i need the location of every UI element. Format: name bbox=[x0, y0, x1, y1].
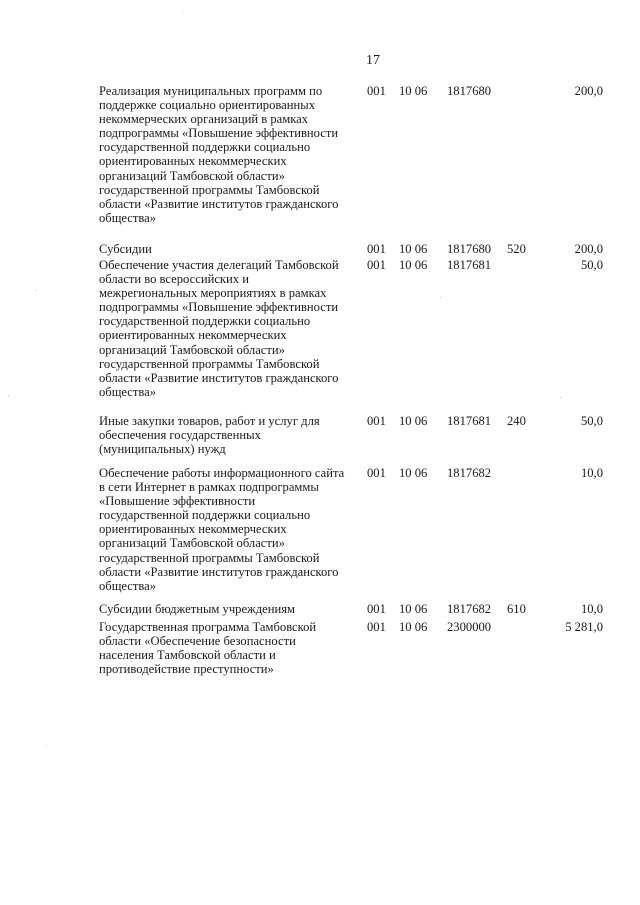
budget-table bbox=[99, 84, 609, 682]
row-target-code: 1817682 bbox=[447, 602, 492, 616]
row-section-code: 10 06 bbox=[399, 466, 428, 480]
row-expense-type: 240 bbox=[507, 414, 526, 428]
row-description: Субсидии бюджетным учреждениям bbox=[99, 602, 295, 616]
row-sum: 50,0 bbox=[580, 258, 603, 272]
table-row bbox=[99, 84, 609, 242]
table-row bbox=[99, 242, 609, 258]
page-number-text: 17 bbox=[366, 53, 380, 68]
row-admin-code: 001 bbox=[367, 258, 386, 272]
row-admin-code: 001 bbox=[367, 242, 386, 256]
table-row bbox=[99, 620, 609, 682]
scan-speck bbox=[46, 745, 47, 746]
row-target-code: 1817682 bbox=[447, 466, 492, 480]
scan-speck bbox=[440, 297, 441, 298]
row-description: Субсидии bbox=[99, 242, 152, 256]
row-sum: 50,0 bbox=[580, 414, 603, 428]
row-admin-code: 001 bbox=[367, 602, 386, 616]
row-section-code: 10 06 bbox=[399, 84, 428, 98]
row-admin-code: 001 bbox=[367, 414, 386, 428]
scan-speck bbox=[182, 12, 183, 13]
row-sum: 5 281,0 bbox=[565, 620, 603, 634]
row-description: Обеспечение участия делегаций Тамбовской области во всероссийских и межрегиональных мероприятиях в рамках подпрограммы «Повышение эффективности государственной поддержки социально ориентированных некоммерческих организаций Тамбовской области» государственной программы Тамбовской области «Развитие институтов гражданского общества» bbox=[99, 258, 339, 399]
scan-speck bbox=[36, 290, 37, 291]
table-row bbox=[99, 466, 609, 602]
row-target-code: 1817680 bbox=[447, 242, 492, 256]
row-section-code: 10 06 bbox=[399, 242, 428, 256]
table-row bbox=[99, 602, 609, 620]
row-expense-type: 520 bbox=[507, 242, 526, 256]
row-target-code: 1817680 bbox=[447, 84, 492, 98]
row-admin-code: 001 bbox=[367, 466, 386, 480]
row-admin-code: 001 bbox=[367, 620, 386, 634]
row-description: Реализация муниципальных программ по поддержке социально ориентированных некоммерческих организаций в рамках подпрограммы «Повышение эффективности государственной поддержки социально ориентированных некоммерческих организаций Тамбовской области» государственной программы Тамбовской области «Развитие институтов гражданского общества» bbox=[99, 84, 339, 225]
row-target-code: 2300000 bbox=[447, 620, 492, 634]
row-description: Обеспечение работы информационного сайта в сети Интернет в рамках подпрограммы «Повышение эффективности государственной поддержки социально ориентированных некоммерческих организаций Тамбовской области» государственной программы Тамбовской области «Развитие институтов гражданского общества» bbox=[99, 466, 345, 593]
scan-speck bbox=[8, 395, 9, 396]
row-sum: 10,0 bbox=[580, 602, 603, 616]
row-target-code: 1817681 bbox=[447, 258, 492, 272]
table-row bbox=[99, 258, 609, 414]
row-description: Иные закупки товаров, работ и услуг для обеспечения государственных (муниципальных) нужд bbox=[99, 414, 320, 457]
row-description: Государственная программа Тамбовской области «Обеспечение безопасности населения Тамбовской области и противодействие преступности» bbox=[99, 620, 317, 677]
row-sum: 200,0 bbox=[574, 84, 603, 98]
page-number bbox=[0, 53, 640, 69]
row-expense-type: 610 bbox=[507, 602, 526, 616]
row-sum: 10,0 bbox=[580, 466, 603, 480]
row-section-code: 10 06 bbox=[399, 602, 428, 616]
table-row bbox=[99, 414, 609, 466]
row-sum: 200,0 bbox=[574, 242, 603, 256]
row-section-code: 10 06 bbox=[399, 258, 428, 272]
row-target-code: 1817681 bbox=[447, 414, 492, 428]
row-section-code: 10 06 bbox=[399, 620, 428, 634]
scan-speck bbox=[560, 397, 561, 398]
row-section-code: 10 06 bbox=[399, 414, 428, 428]
row-admin-code: 001 bbox=[367, 84, 386, 98]
